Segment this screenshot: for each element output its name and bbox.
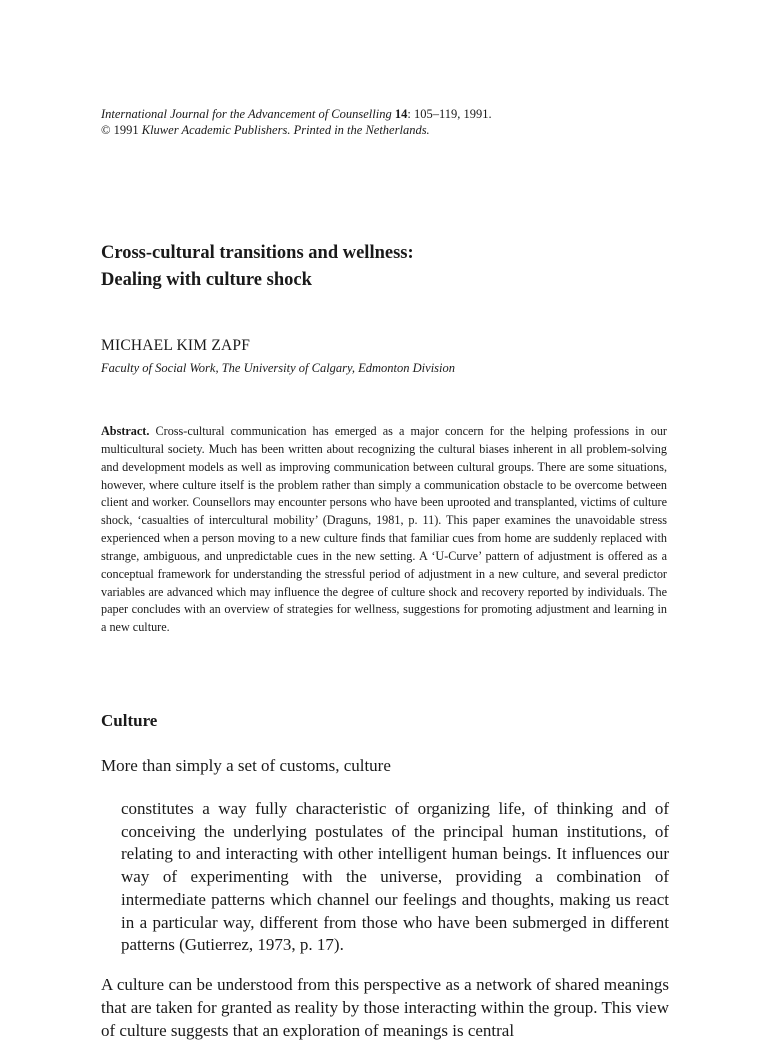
journal-citation xyxy=(101,106,492,138)
copyright-line xyxy=(101,122,492,138)
copyright-year: © 1991 xyxy=(101,123,139,137)
journal-volume: 14 xyxy=(394,107,408,121)
author-name: MICHAEL KIM ZAPF xyxy=(101,337,251,354)
journal-pages-year: : 105–119, 1991. xyxy=(407,107,492,121)
section-heading: Culture xyxy=(101,711,158,730)
author-affiliation: Faculty of Social Work, The University of Calgary, Edmonton Division xyxy=(101,361,456,375)
journal-name: International Journal for the Advancement of Counselling xyxy=(101,107,392,121)
body-paragraph: A culture can be understood from this perspective as a network of shared meanings that are taken for granted as reality by those interacting within the group. This view of culture suggests that an exploration of meanings is central xyxy=(101,975,669,1040)
abstract-label: Abstract. xyxy=(101,424,150,438)
paper-title xyxy=(101,240,414,294)
paper-title-line-2: Dealing with culture shock xyxy=(101,270,312,290)
publisher-info: Kluwer Academic Publishers. Printed in the Netherlands. xyxy=(141,123,430,137)
section-intro: More than simply a set of customs, culture xyxy=(101,756,391,775)
abstract xyxy=(101,423,667,637)
abstract-text: Cross-cultural communication has emerged as a major concern for the helping professions in our multicultural society. Much has been written about recognizing the cultural biases inherent in all problem-solving and development models as well as improving communication between cultural groups. There are some situations, however, where culture itself is the problem rather than simply a communication obstacle to be overcome between client and worker. Counsellors may encounter persons who have been uprooted and transplanted, victims of culture shock, ‘casualties of intercultural mobility’ (Draguns, 1981, p. 11). This paper examines the unavoidable stress experienced when a person moving to a new culture finds that familiar cues from home are suddenly replaced with strange, ambiguous, and unpredictable cues in the new setting. A ‘U-Curve’ pattern of adjustment is offered as a conceptual framework for understanding the stressful period of adjustment in a new culture, and several predictor variables are advanced which may influence the degree of culture shock and recovery reported by individuals. The paper concludes with an overview of strategies for wellness, suggestions for promoting adjustment and learning in a new culture. xyxy=(101,424,667,635)
block-quote: constitutes a way fully characteristic of organizing life, of thinking and of conceiving the underlying postulates of the principal human institutions, of relating to and interacting with other intelligent human beings. It influences our way of experimenting with the universe, providing a combination of intermediate patterns which channel our feelings and thoughts, making us react in a particular way, different from those who have been submerged in different patterns (Gutierrez, 1973, p. 17). xyxy=(121,799,669,955)
paper-title-line-1: Cross-cultural transitions and wellness: xyxy=(101,243,414,263)
journal-citation-line xyxy=(101,106,492,122)
